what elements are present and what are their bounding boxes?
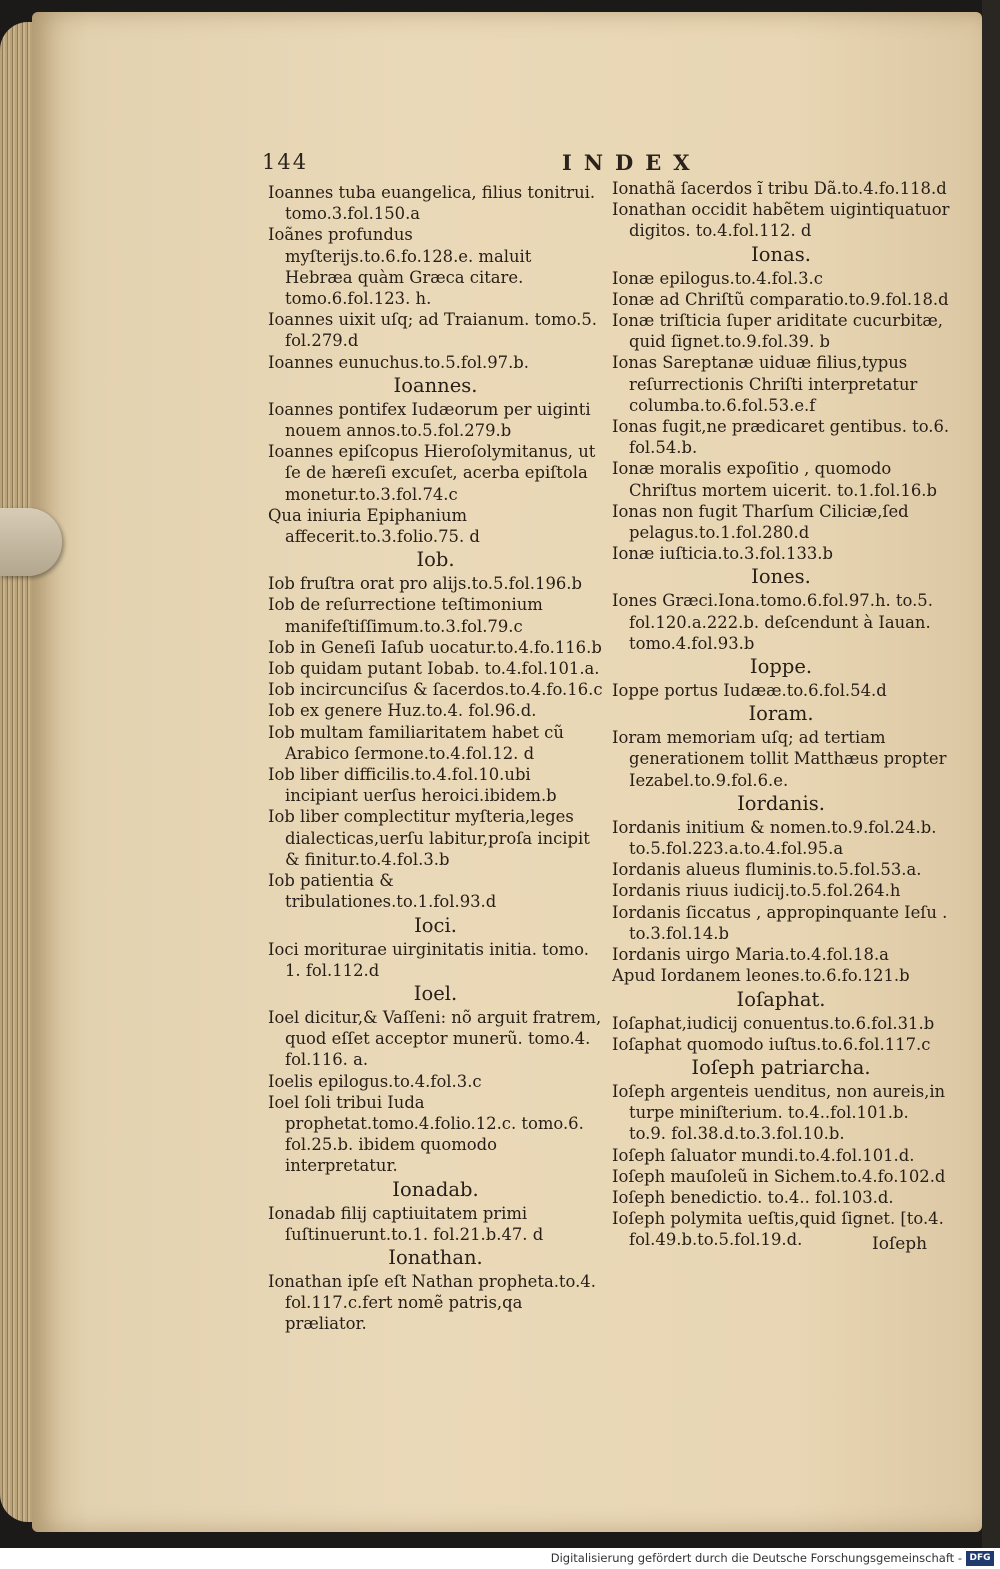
index-heading: Ionadab. (392, 1177, 479, 1201)
index-entry: Ioel dicitur,& Vaſſeni: nõ arguit fratrem, quod eſſet acceptor munerũ. tomo.4. fol.116. a. (268, 1007, 602, 1070)
index-entry: Ioel ſoli tribui Iuda prophetat.tomo.4.folio.12.c. tomo.6. fol.25.b. ibidem quomodo interpretatur. (268, 1092, 584, 1176)
index-entry: Iob ex genere Huz.to.4. fol.96.d. (268, 701, 537, 721)
index-entry: Ionæ moralis expoſitio , quomodo Chriſtus mortem uicerit. to.1.fol.16.b (612, 459, 938, 500)
index-heading: Iones. (751, 565, 811, 589)
right-shadow (982, 0, 1000, 1548)
index-entry: Iordanis riuus iudicij.to.5.fol.264.h (612, 881, 901, 901)
index-entry: Ioãnes profundus myſterijs.to.6.fo.128.e. maluit Hebræa quàm Græca citare. tomo.6.fol.123. h. (268, 225, 532, 309)
index-entry: Iordanis uirgo Maria.to.4.fol.18.a (612, 945, 889, 965)
index-entry: Iones Græci.Iona.tomo.6.fol.97.h. to.5. fol.120.a.222.b. deſcendunt à Iauan. tomo.4.fol.93.b (612, 591, 933, 653)
index-entry: Iob quidam putant Iobab. to.4.fol.101.a. (268, 659, 600, 679)
index-heading: Ioel. (413, 981, 458, 1005)
index-entry: Qua iniuria Epiphanium affecerit.to.3.folio.75. d (268, 505, 480, 547)
catchword: Ioſeph (872, 1234, 928, 1254)
index-entry: Apud Iordanem leones.to.6.fo.121.b (612, 966, 910, 986)
index-entry: Ionathã ſacerdos ĩ tribu Dã.to.4.fo.118.d (612, 179, 947, 198)
index-entry: Iob fruſtra orat pro alijs.to.5.fol.196.b (268, 574, 582, 594)
index-entry: Ionæ triſticia ſuper ariditate cucurbitæ, quid ſignet.to.9.fol.39. b (612, 311, 944, 352)
index-entry: Iob multam familiaritatem habet cũ Arabico ſermone.to.4.fol.12. d (268, 722, 564, 763)
index-entry: Iob de reſurrectione teſtimonium manifeſtiſſimum.to.3.fol.79.c (268, 595, 543, 636)
index-entry: Ioſeph ſaluator mundi.to.4.fol.101.d. (612, 1145, 915, 1165)
index-entry: Ioannes pontifex Iudæorum per uiginti nouem annos.to.5.fol.279.b (268, 399, 591, 441)
index-entry: Ioannes eunuchus.to.5.fol.97.b. (268, 352, 530, 372)
index-entry: Iob liber difficilis.to.4.fol.10.ubi incipiant uerſus heroici.ibidem.b (268, 765, 557, 806)
running-head: INDEX (562, 150, 702, 175)
index-entry: Ioannes tuba euangelica, filius tonitrui. tomo.3.fol.150.a (268, 183, 596, 224)
index-entry: Ioſeph polymita ueſtis,quid ſignet. [to.4. fol.49.b.to.5.fol.19.d. (612, 1209, 944, 1250)
index-entry: Ioſaphat quomodo iuſtus.to.6.fol.117.c (612, 1034, 931, 1054)
index-entry: Iordanis ſiccatus , appropinquante Ieſu . to.3.fol.14.b (612, 902, 948, 943)
index-heading: Ioſeph patriarcha. (691, 1055, 871, 1079)
index-entry: Ionæ epilogus.to.4.fol.3.c (612, 268, 823, 288)
index-entry: Ioannes uixit uſq; ad Traianum. tomo.5. fol.279.d (268, 310, 598, 351)
index-entry: Ioſeph benedictio. to.4.. fol.103.d. (612, 1187, 894, 1207)
index-entry: Ionas non fugit Tharſum Ciliciæ,ſed pelagus.to.1.fol.280.d (612, 501, 909, 543)
index-entry: Ioci moriturae uirginitatis initia. tomo. 1. fol.112.d (268, 939, 589, 980)
index-heading: Ioram. (748, 702, 814, 726)
index-entry: Ioſeph mauſoleũ in Sichem.to.4.fo.102.d (612, 1166, 946, 1186)
index-heading: Ioſaphat. (736, 987, 826, 1011)
right-column (612, 178, 950, 1251)
index-entry: Ionas Sareptanæ uiduæ filius,typus reſurrectionis Chriſti interpretatur columba.to.6.fol.53.e.f (612, 353, 918, 415)
index-entry: Iob in Geneſi Iaſub uocatur.to.4.fo.116.b (268, 637, 602, 657)
index-entry: Ionadab filij captiuitatem primi ſuſtinuerunt.to.1. fol.21.b.47. d (268, 1203, 544, 1244)
index-entry: Ioſeph argenteis uenditus, non aureis,in turpe miniſterium. to.4..fol.101.b. to.9. fol.38.d.to.3.fol.10.b. (612, 1081, 946, 1144)
index-entry: Iob incircunciſus & ſacerdos.to.4.fo.16.c (268, 680, 603, 700)
index-entry: Ionathan occidit habẽtem uigintiquatuor digitos. to.4.fol.112. d (612, 200, 950, 241)
index-heading: Ionathan. (388, 1245, 483, 1269)
index-entry: Ionas fugit,ne prædicaret gentibus. to.6. fol.54.b. (612, 417, 950, 458)
index-entry: Ionathan ipſe eſt Nathan propheta.to.4. fol.117.c.fert nomẽ patris,qa præliator. (268, 1271, 596, 1334)
index-heading: Iob. (416, 548, 455, 572)
page-number: 144 (262, 150, 309, 174)
index-heading: Ioci. (414, 913, 457, 937)
index-entry: Ionæ iuſticia.to.3.fol.133.b (612, 544, 834, 564)
index-entry: Ioannes epiſcopus Hieroſolymitanus, ut ſe de hæreſi excuſet, acerba epiſtola monetur.to.3.fol.74.c (268, 442, 596, 504)
left-column (268, 182, 603, 1335)
index-entry: Ioram memoriam uſq; ad tertiam generationem tollit Matthæus propter Iezabel.to.9.fol.6.e. (612, 728, 947, 790)
index-entry: Ionæ ad Chriſtũ comparatio.to.9.fol.18.d (612, 289, 949, 309)
index-entry: Ioelis epilogus.to.4.fol.3.c (268, 1071, 482, 1091)
index-entry: Iob liber complectitur myſteria,leges dialecticas,uerſu labitur,proſa incipit & finitur.to.4.fol.3.b (268, 807, 590, 869)
funding-credit: Digitalisierung gefördert durch die Deutsche Forschungsgemeinschaft - (550, 1551, 962, 1565)
index-heading: Ioannes. (393, 373, 478, 397)
index-entry: Ioppe portus Iudææ.to.6.fol.54.d (612, 681, 887, 701)
footer-bar (0, 1548, 1000, 1569)
index-heading: Iordanis. (737, 791, 825, 815)
index-heading: Ioppe. (749, 655, 813, 679)
index-heading: Ionas. (751, 242, 811, 266)
index-entry: Iordanis alueus fluminis.to.5.fol.53.a. (612, 860, 922, 880)
index-entry: Iob patientia & tribulationes.to.1.fol.93.d (268, 871, 497, 912)
dfg-logo: DFG (966, 1551, 994, 1566)
index-entry: Iordanis initium & nomen.to.9.fol.24.b. to.5.fol.223.a.to.4.fol.95.a (612, 817, 937, 859)
index-entry: Ioſaphat,iudicij conuentus.to.6.fol.31.b (612, 1013, 935, 1033)
